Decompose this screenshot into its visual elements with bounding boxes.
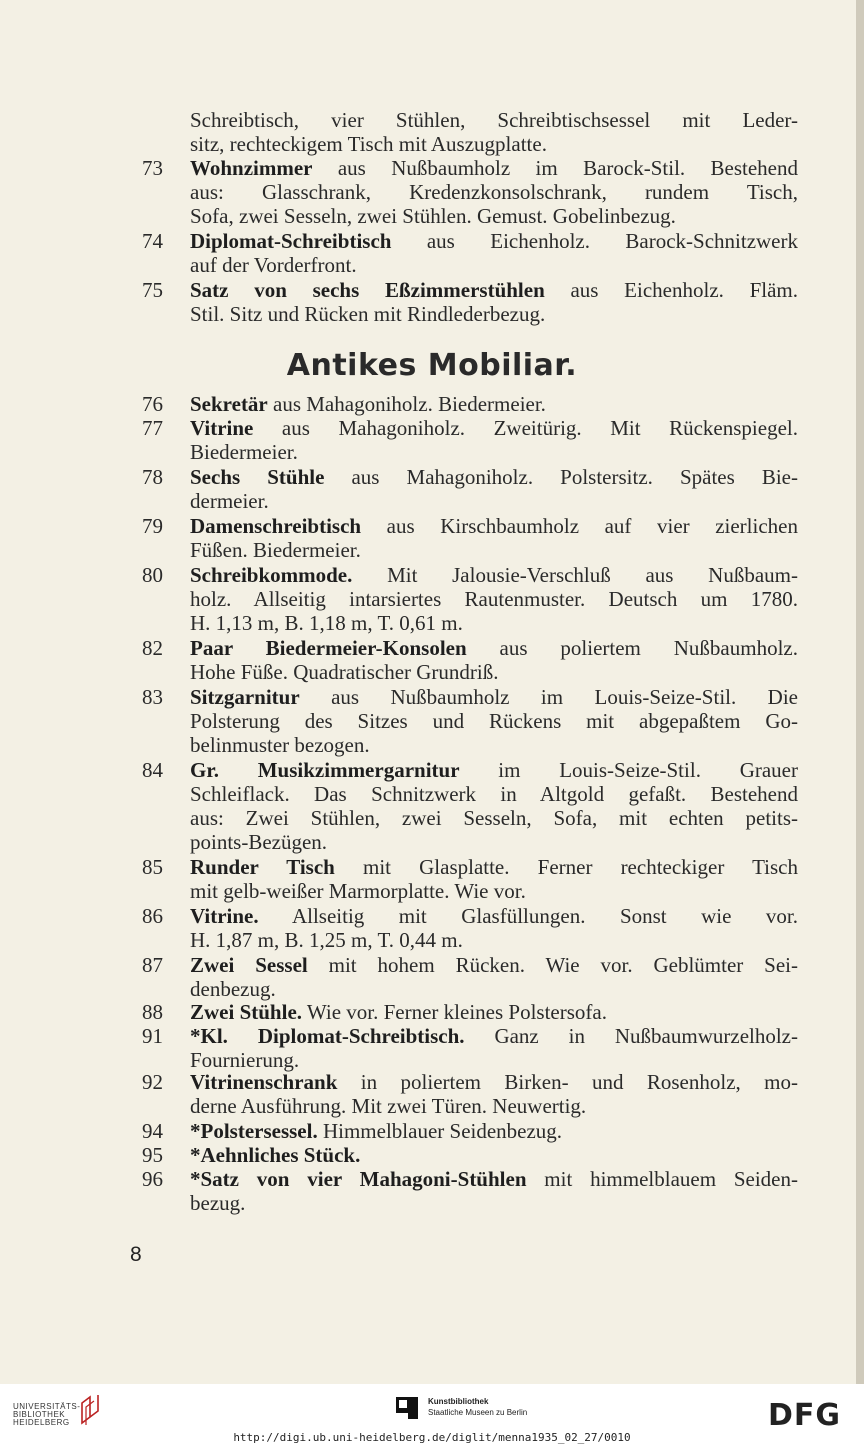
entry-title: *Aehnliches Stück. (190, 1143, 361, 1167)
entry-number: 82 (142, 636, 163, 660)
entry-continuation-line: Fournierung. (190, 1048, 300, 1072)
entry-number: 95 (142, 1143, 163, 1167)
entry-number: 87 (142, 953, 163, 977)
entry-continuation-line: derne Ausführung. Mit zwei Türen. Neuwertig. (190, 1094, 587, 1118)
entry-description: aus Nußbaumholz im Louis-Seize-Stil. Die (299, 685, 798, 709)
entry-number: 83 (142, 685, 163, 709)
entry-first-line (190, 636, 798, 660)
entry-first-line (190, 1000, 607, 1024)
entry-description: mit Glasplatte. Ferner rechteckiger Tisch (334, 855, 798, 879)
entry-number: 91 (142, 1024, 163, 1048)
entry-number: 73 (142, 156, 163, 180)
entry-number: 76 (142, 392, 163, 416)
entry-number: 75 (142, 278, 163, 302)
entry-continuation-line: bezug. (190, 1191, 246, 1215)
entry-title: Sitzgarnitur (190, 685, 300, 709)
entry-description: mit hohem Rücken. Wie vor. Geblümter Sei- (307, 953, 799, 977)
entry-number: 92 (142, 1070, 163, 1094)
entry-description: aus Eichenholz. Fläm. (544, 278, 799, 302)
entry-first-line (190, 904, 798, 928)
entry-number: 84 (142, 758, 163, 782)
entry-continuation-line: Hohe Füße. Quadratischer Grundriß. (190, 660, 499, 684)
entry-first-line (190, 1167, 798, 1191)
entry-continuation-line: H. 1,13 m, B. 1,18 m, T. 0,61 m. (190, 611, 463, 635)
entry-number: 86 (142, 904, 163, 928)
page-number: 8 (130, 1243, 142, 1266)
kunstbibliothek-label (428, 1396, 527, 1418)
kb-subtitle: Staatliche Museen zu Berlin (428, 1408, 528, 1417)
kb-title: Kunstbibliothek (428, 1397, 489, 1406)
library-line: BIBLIOTHEK (13, 1410, 66, 1419)
library-line: UNIVERSITÄTS- (13, 1402, 81, 1411)
intro-line: Schreibtisch, vier Stühlen, Schreibtischsessel mit Leder- (190, 108, 798, 132)
entry-description: Allseitig mit Glasfüllungen. Sonst wie vor. (258, 904, 798, 928)
entry-first-line (190, 685, 798, 709)
entry-first-line (190, 1024, 798, 1048)
entry-continuation-line: Biedermeier. (190, 440, 298, 464)
entry-first-line (190, 465, 798, 489)
intro-line: sitz, rechteckigem Tisch mit Auszugplatte. (190, 132, 547, 156)
entry-title: Vitrine. (190, 904, 259, 928)
entry-description: Mit Jalousie-Verschluß aus Nußbaum- (352, 563, 798, 587)
entry-number: 88 (142, 1000, 163, 1024)
entry-continuation-line: mit gelb-weißer Marmorplatte. Wie vor. (190, 879, 526, 903)
entry-number: 80 (142, 563, 163, 587)
entry-first-line (190, 1143, 360, 1167)
entry-description: im Louis-Seize-Stil. Grauer (459, 758, 798, 782)
section-title: Antikes Mobiliar. (286, 348, 578, 383)
entry-continuation-line: auf der Vorderfront. (190, 253, 357, 277)
entry-title: Runder Tisch (190, 855, 335, 879)
entry-description: Himmelblauer Seidenbezug. (317, 1119, 563, 1143)
entry-title: *Satz von vier Mahagoni-Stühlen (190, 1167, 527, 1191)
entry-description: Wie vor. Ferner kleines Polstersofa. (302, 1000, 607, 1024)
entry-number: 77 (142, 416, 163, 440)
entry-title: Zwei Stühle. (190, 1000, 303, 1024)
entry-continuation-line: Polsterung des Sitzes und Rückens mit abgepaßtem Go- (190, 709, 798, 733)
entry-number: 96 (142, 1167, 163, 1191)
entry-description: aus Mahagoniholz. Polstersitz. Spätes Bie- (324, 465, 798, 489)
entry-title: Paar Biedermeier-Konsolen (190, 636, 467, 660)
entry-title: *Polstersessel. (190, 1119, 318, 1143)
entry-title: Zwei Sessel (190, 953, 308, 977)
entry-continuation-line: aus: Zwei Stühlen, zwei Sesseln, Sofa, mit echten petits- (190, 806, 798, 830)
library-name (13, 1403, 80, 1427)
entry-number: 85 (142, 855, 163, 879)
entry-title: Schreibkommode. (190, 563, 353, 587)
entry-number: 74 (142, 229, 163, 253)
entry-first-line (190, 953, 798, 977)
entry-description: Ganz in Nußbaumwurzelholz- (464, 1024, 798, 1048)
entry-title: Diplomat-Schreibtisch (190, 229, 392, 253)
entry-continuation-line: H. 1,87 m, B. 1,25 m, T. 0,44 m. (190, 928, 463, 952)
entry-title: Gr. Musikzimmergarnitur (190, 758, 460, 782)
entry-first-line (190, 156, 798, 180)
dfg-logo: DFG (768, 1398, 842, 1433)
entry-continuation-line: points-Bezügen. (190, 830, 328, 854)
entry-continuation-line: belinmuster bezogen. (190, 733, 370, 757)
entry-first-line (190, 278, 798, 302)
entry-number: 79 (142, 514, 163, 538)
entry-first-line (190, 416, 798, 440)
entry-title: Damenschreibtisch (190, 514, 362, 538)
entry-description: aus Kirschbaumholz auf vier zierlichen (361, 514, 798, 538)
entry-title: Satz von sechs Eßzimmerstühlen (190, 278, 545, 302)
entry-continuation-line: Stil. Sitz und Rücken mit Rindlederbezug. (190, 302, 546, 326)
entry-continuation-line: dermeier. (190, 489, 269, 513)
entry-first-line (190, 229, 798, 253)
entry-first-line (190, 1119, 562, 1143)
entry-title: Vitrinenschrank (190, 1070, 338, 1094)
entry-title: Sechs Stühle (190, 465, 325, 489)
entry-continuation-line: holz. Allseitig intarsiertes Rautenmuster. Deutsch um 1780. (190, 587, 798, 611)
entry-first-line (190, 563, 798, 587)
entry-number: 78 (142, 465, 163, 489)
entry-description: aus Eichenholz. Barock-Schnitzwerk (391, 229, 798, 253)
entry-description: aus Mahagoniholz. Zweitürig. Mit Rückenspiegel. (253, 416, 798, 440)
page-edge (856, 0, 864, 1384)
entry-first-line (190, 392, 546, 416)
entry-title: Sekretär (190, 392, 268, 416)
entry-description: in poliertem Birken- und Rosenholz, mo- (337, 1070, 798, 1094)
entry-description: mit himmelblauem Seiden- (526, 1167, 798, 1191)
entry-continuation-line: Schleiflack. Das Schnitzwerk in Altgold gefaßt. Bestehend (190, 782, 798, 806)
entry-continuation-line: Sofa, zwei Sesseln, zwei Stühlen. Gemust. Gobelinbezug. (190, 204, 676, 228)
library-logo-icon (78, 1393, 104, 1427)
entry-number: 94 (142, 1119, 163, 1143)
entry-title: Wohnzimmer (190, 156, 313, 180)
permalink[interactable]: http://digi.ub.uni-heidelberg.de/diglit/menna1935_02_27/0010 (233, 1431, 631, 1444)
kunstbibliothek-logo-icon (396, 1397, 418, 1419)
entry-description: aus Mahagoniholz. Biedermeier. (267, 392, 546, 416)
entry-continuation-line: denbezug. (190, 977, 276, 1001)
library-line: HEIDELBERG (13, 1418, 70, 1427)
entry-continuation-line: Füßen. Biedermeier. (190, 538, 361, 562)
entry-first-line (190, 855, 798, 879)
entry-description: aus poliertem Nußbaumholz. (466, 636, 798, 660)
entry-title: *Kl. Diplomat-Schreibtisch. (190, 1024, 465, 1048)
entry-first-line (190, 758, 798, 782)
entry-title: Vitrine (190, 416, 254, 440)
entry-first-line (190, 514, 798, 538)
entry-first-line (190, 1070, 798, 1094)
entry-continuation-line: aus: Glasschrank, Kredenzkonsolschrank, rundem Tisch, (190, 180, 798, 204)
entry-description: aus Nußbaumholz im Barock-Stil. Bestehend (312, 156, 798, 180)
